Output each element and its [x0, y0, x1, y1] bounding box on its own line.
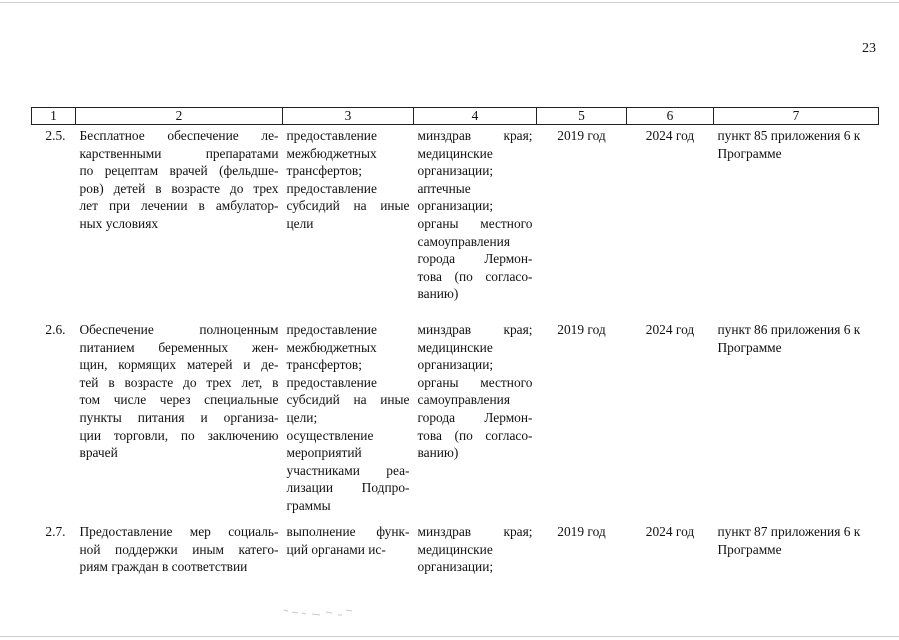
cell-line: минздрав края;: [417, 128, 533, 143]
indicator-reference: пункт 86 приложения 6 к Программе: [717, 322, 861, 355]
cell-line: самоуправления: [417, 392, 510, 408]
cell-line: выполнение функ-: [286, 524, 410, 539]
start-year: 2019 год: [557, 322, 606, 337]
table-row: [32, 521, 879, 576]
cell-line: щин, кормящих матерей и де-: [79, 357, 279, 373]
cell-line: межбюджетных: [286, 339, 377, 355]
scan-artifact: [282, 606, 362, 618]
header-col-5: 5: [537, 108, 627, 125]
cell-line: трансфертов;: [286, 357, 362, 373]
cell-line: ций органами ис-: [286, 541, 386, 557]
end-year: 2024 год: [645, 128, 695, 143]
cell-line: Предоставление мер социаль-: [79, 524, 279, 539]
cell-line: минздрав края;: [417, 524, 533, 539]
cell-line: карственными препаратами: [79, 145, 279, 161]
cell-line: города Лермон-: [417, 251, 533, 267]
start-year: 2019 год: [557, 524, 606, 539]
header-col-7: 7: [714, 108, 879, 125]
cell-line: предоставление: [286, 128, 377, 143]
start-year: 2019 год: [557, 128, 606, 143]
table-header-row: [32, 108, 879, 125]
cell-line: органы местного: [417, 374, 533, 390]
cell-line: организации;: [417, 198, 494, 214]
cell-line: цели;: [286, 409, 318, 425]
cell-line: ных условиях: [79, 215, 159, 231]
scan-edge-bottom: [0, 636, 899, 637]
cell-line: пункты питания и организа-: [79, 409, 279, 425]
table-row: [32, 125, 879, 320]
indicator-reference: пункт 85 приложения 6 к Программе: [717, 128, 861, 161]
cell-line: предоставление: [286, 374, 377, 390]
cell-line: медицинские: [417, 145, 493, 161]
cell-line: ции торговли, по заключению: [79, 427, 279, 443]
cell-line: аптечные: [417, 180, 471, 196]
page-number: 23: [862, 41, 876, 56]
cell-line: организации;: [417, 559, 494, 575]
implementation-mechanism: [283, 125, 414, 320]
cell-line: Бесплатное обеспечение ле-: [79, 128, 279, 143]
header-col-4: 4: [414, 108, 537, 125]
cell-line: по рецептам врачей (фельдше-: [79, 163, 279, 179]
cell-line: врачей: [79, 445, 118, 461]
cell-line: мероприятий: [286, 445, 362, 461]
row-number: 2.7.: [45, 524, 66, 539]
implementation-mechanism: [283, 521, 414, 576]
cell-line: самоуправления: [417, 233, 510, 249]
measures-table: [31, 107, 879, 576]
cell-line: предоставление: [286, 180, 377, 196]
end-year: 2024 год: [645, 322, 695, 337]
cell-line: осуществление: [286, 427, 374, 443]
scan-edge-top: [0, 2, 899, 3]
cell-line: Обеспечение полноценным: [79, 322, 279, 337]
cell-line: тей в возрасте до трех лет, в: [79, 374, 279, 390]
cell-line: лет при лечении в амбулатор-: [79, 198, 279, 214]
cell-line: риям граждан в соответствии: [79, 559, 248, 575]
row-number: 2.6.: [45, 322, 66, 337]
cell-line: медицинские: [417, 541, 493, 557]
cell-line: организации;: [417, 357, 494, 373]
measure-name: [76, 125, 283, 320]
cell-line: това (по согласо-: [417, 427, 533, 443]
cell-line: города Лермон-: [417, 409, 533, 425]
responsible-executor: [414, 521, 537, 576]
cell-line: ванию): [417, 445, 459, 461]
cell-line: ванию): [417, 286, 459, 302]
cell-line: организации;: [417, 163, 494, 179]
cell-line: органы местного: [417, 215, 533, 231]
cell-line: трансфертов;: [286, 163, 362, 179]
cell-line: това (по согласо-: [417, 268, 533, 284]
cell-line: граммы: [286, 497, 331, 513]
header-col-3: 3: [283, 108, 414, 125]
cell-line: участниками реа-: [286, 462, 410, 478]
row-number: 2.5.: [45, 128, 66, 143]
cell-line: минздрав края;: [417, 322, 533, 337]
cell-line: цели: [286, 215, 314, 231]
cell-line: медицинские: [417, 339, 493, 355]
responsible-executor: [414, 125, 537, 320]
measure-name: [76, 319, 283, 521]
cell-line: ров) детей в возрасте до трех: [79, 180, 279, 196]
cell-line: субсидий на иные: [286, 392, 410, 408]
cell-line: питанием беременных жен-: [79, 339, 279, 355]
header-col-6: 6: [627, 108, 714, 125]
cell-line: предоставление: [286, 322, 377, 337]
cell-line: ной поддержки иным катего-: [79, 541, 279, 557]
header-col-2: 2: [76, 108, 283, 125]
cell-line: лизации Подпро-: [286, 480, 410, 496]
header-col-1: 1: [32, 108, 76, 125]
cell-line: субсидий на иные: [286, 198, 410, 214]
cell-line: межбюджетных: [286, 145, 377, 161]
measure-name: [76, 521, 283, 576]
end-year: 2024 год: [645, 524, 695, 539]
cell-line: том числе через специальные: [79, 392, 279, 408]
implementation-mechanism: [283, 319, 414, 521]
indicator-reference: пункт 87 приложения 6 к Программе: [717, 524, 861, 557]
responsible-executor: [414, 319, 537, 521]
table-row: [32, 319, 879, 521]
